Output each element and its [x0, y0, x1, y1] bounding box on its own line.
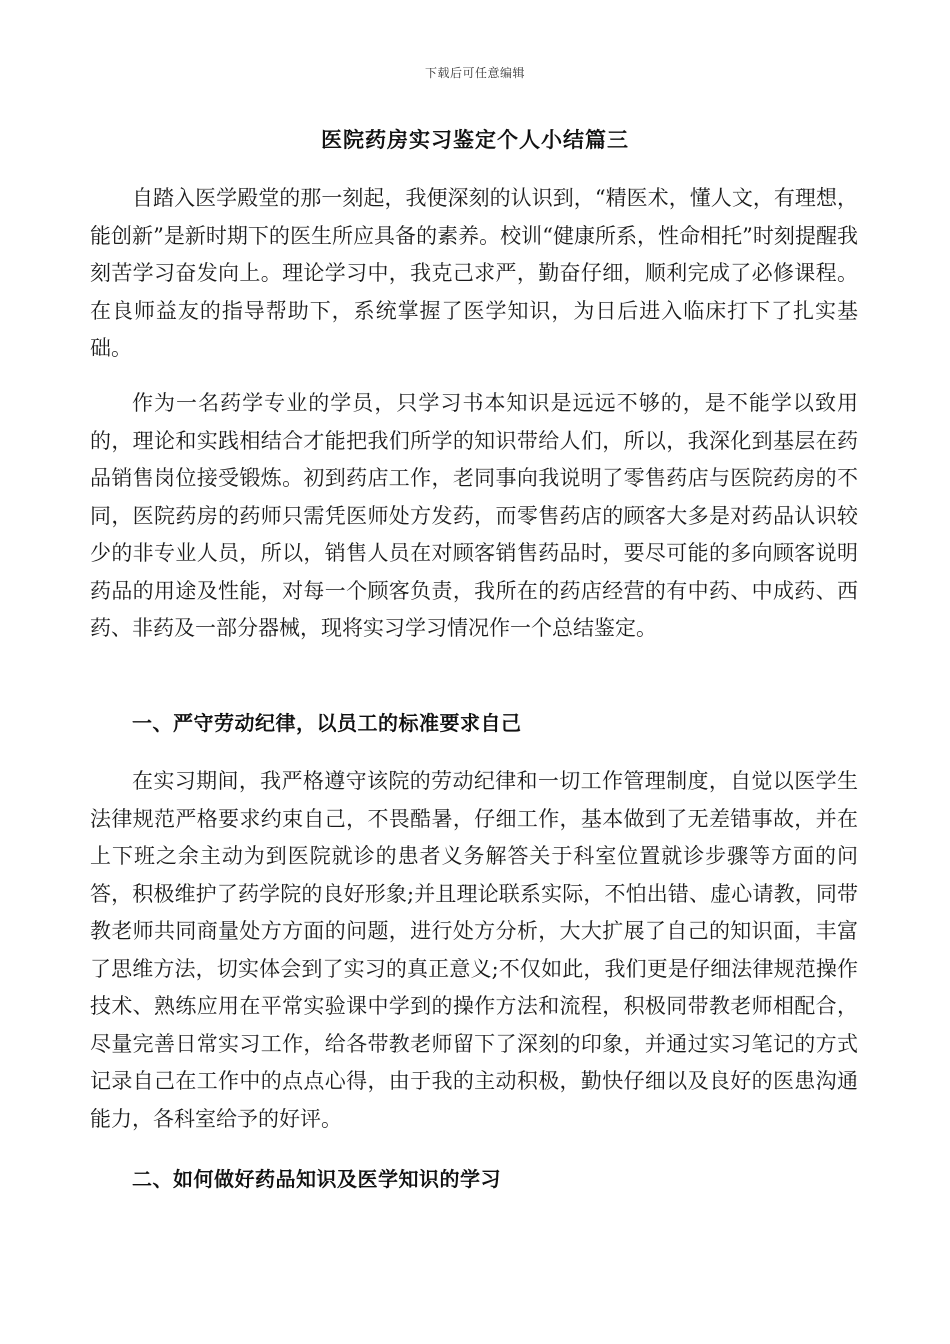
page-header-note: 下载后可任意编辑 [424, 66, 525, 80]
document-title: 医院药房实习鉴定个人小结篇三 [321, 127, 629, 152]
paragraph-internship: 在实习期间，我严格遵守该院的劳动纪律和一切工作管理制度，自觉以医学生法律规范严格要求约束自己，不畏酷暑，仔细工作，基本做到了无差错事故，并在上下班之余主动为到医院就诊的患者义务解答关于科室位置就诊步骤等方面的问答，积极维护了药学院的良好形象;并且理论联系实际，不怕出错、虚心请教，同带教老师共同商量处方方面的问题，进行处方分析，大大扩展了自己的知识面，丰富了思维方法，切实体会到了实习的真正意义;不仅如此，我们更是仔细法律规范操作技术、熟练应用在平常实验课中学到的操作方法和流程，积极同带教老师相配合，尽量完善日常实习工作，给各带教老师留下了深刻的印象，并通过实习笔记的方式记录自己在工作中的点点心得，由于我的主动积极，勤快仔细以及良好的医患沟通能力，各科室给予的好评。 [90, 769, 858, 1131]
section-heading-knowledge: 二、如何做好药品知识及医学知识的学习 [132, 1167, 501, 1191]
paragraph-intro: 自踏入医学殿堂的那一刻起，我便深刻的认识到，“精医术，懂人文，有理想，能创新”是新时期下的医生所应具备的素养。校训“健康所系，性命相托”时刻提醒我刻苦学习奋发向上。理论学习中，我克己求严，勤奋仔细，顺利完成了必修课程。在良师益友的指导帮助下，系统掌握了医学知识，为日后进入临床打下了扎实基础。 [90, 186, 858, 360]
section-heading-discipline: 一、严守劳动纪律，以员工的标准要求自己 [132, 711, 522, 735]
paragraph-practice: 作为一名药学专业的学员，只学习书本知识是远远不够的，是不能学以致用的，理论和实践相结合才能把我们所学的知识带给人们，所以，我深化到基层在药品销售岗位接受锻炼。初到药店工作，老同事向我说明了零售药店与医院药房的不同，医院药房的药师只需凭医师处方发药，而零售药店的顾客大多是对药品认识较少的非专业人员，所以，销售人员在对顾客销售药品时，要尽可能的多向顾客说明药品的用途及性能，对每一个顾客负责，我所在的药店经营的有中药、中成药、西药、非药及一部分器械，现将实习学习情况作一个总结鉴定。 [90, 391, 858, 640]
